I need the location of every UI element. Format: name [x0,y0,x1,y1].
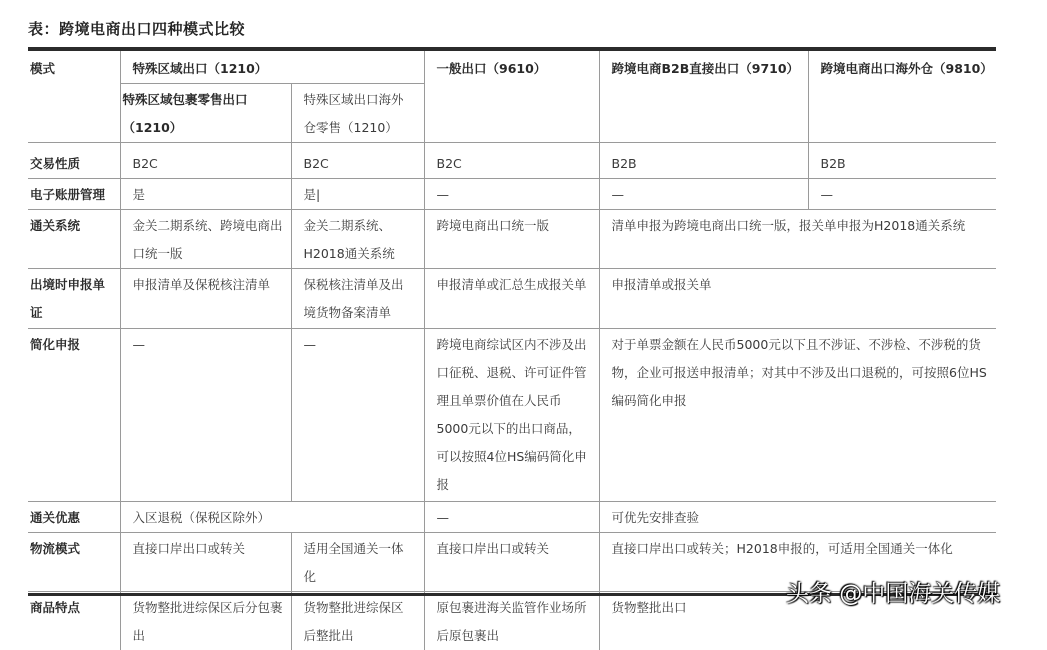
header-mode-1210-overseas: 特殊区域出口海外仓零售（1210） [291,84,424,143]
table-row-trade [28,143,996,179]
table-cell: 是 [120,179,291,210]
table-cell: 直接口岸出口或转关 [120,533,291,592]
table-cell: — [424,179,599,210]
table-cell: 对于单票金额在人民币5000元以下且不涉证、不涉检、不涉税的货物，企业可报送申报清单；对其中不涉及出口退税的，可按照6位HS编码简化申报 [599,329,996,502]
table-cell: 货物整批进综保区后分包裹出 [120,592,291,650]
table-cell: 货物整批出口 [599,592,996,650]
table-cell: 金关二期系统、H2018通关系统 [291,210,424,269]
table-cell: 保税核注清单及出境货物备案清单 [291,269,424,329]
table-cell: 货物整批进综保区后整批出 [291,592,424,650]
table-cell: B2C [120,143,291,179]
table-cell: 跨境电商出口统一版 [424,210,599,269]
table-cell: — [120,329,291,502]
table-cell: 跨境电商综试区内不涉及出口征税、退税、许可证件管理且单票价值在人民币5000元以下的出口商品，可以按照4位HS编码简化申报 [424,329,599,502]
table-cell: — [599,179,808,210]
row-label: 通关系统 [28,210,120,269]
table-cell: 原包裹进海关监管作业场所后原包裹出 [424,592,599,650]
table-cell: 入区退税（保税区除外） [120,502,424,533]
table-cell: — [808,179,996,210]
header-mode-9610: 一般出口（9610） [424,51,599,143]
table-cell: B2C [424,143,599,179]
row-label: 出境时申报单证 [28,269,120,329]
table-cell: — [291,329,424,502]
row-label: 交易性质 [28,143,120,179]
table-row-system [28,210,996,269]
header-mode-9810: 跨境电商出口海外仓（9810） [808,51,996,143]
header-row [28,51,996,84]
watermark: 头条 @中国海关传媒 [786,575,1000,608]
table-cell: 可优先安排查验 [599,502,996,533]
table-row-declare-doc [28,269,996,329]
table-cell: 直接口岸出口或转关 [424,533,599,592]
table-cell: B2B [808,143,996,179]
table-title: 表：跨境电商出口四种模式比较 [28,18,245,39]
table-cell: 申报清单或汇总生成报关单 [424,269,599,329]
table-cell: 申报清单或报关单 [599,269,996,329]
table-cell: B2B [599,143,808,179]
table-cell: 清单申报为跨境电商出口统一版，报关单申报为H2018通关系统 [599,210,996,269]
table-cell: B2C [291,143,424,179]
row-label: 电子账册管理 [28,179,120,210]
table-cell: 直接口岸出口或转关；H2018申报的，可适用全国通关一体化 [599,533,996,592]
table-cell: 金关二期系统、跨境电商出口统一版 [120,210,291,269]
header-mode-1210-parcel: 特殊区域包裹零售出口（1210） [120,84,291,143]
table-cell: 申报清单及保税核注清单 [120,269,291,329]
row-label: 简化申报 [28,329,120,502]
table-cell: 是| [291,179,424,210]
row-label: 物流模式 [28,533,120,592]
header-label: 模式 [28,51,120,143]
row-label: 商品特点 [28,592,120,650]
header-mode-9710: 跨境电商B2B直接出口（9710） [599,51,808,143]
table-cell: 适用全国通关一体化 [291,533,424,592]
comparison-table [28,51,996,650]
row-label: 通关优惠 [28,502,120,533]
table-cell: — [424,502,599,533]
table-row-benefit [28,502,996,533]
table-row-simplify [28,329,996,502]
header-mode-1210: 特殊区域出口（1210） [120,51,424,84]
table-row-ledger [28,179,996,210]
